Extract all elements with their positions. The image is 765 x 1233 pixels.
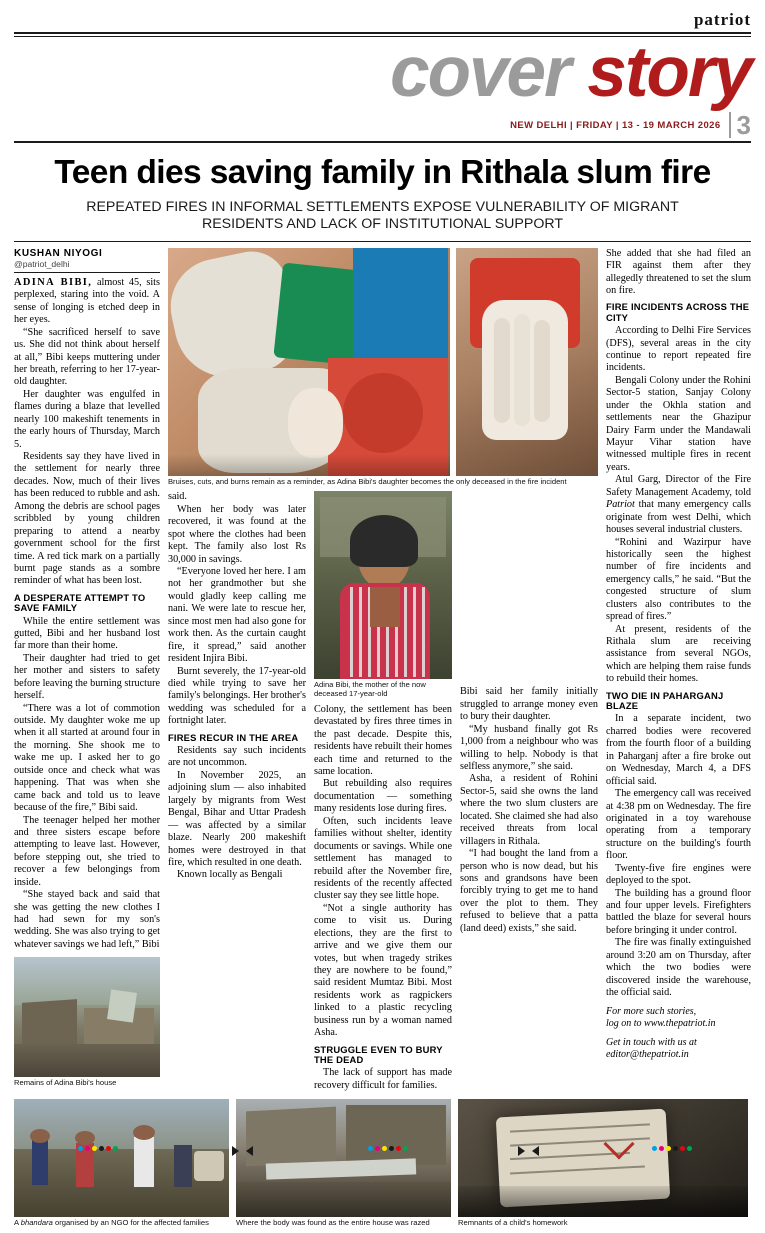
caption-pre: A bbox=[14, 1218, 21, 1228]
more-stories-note bbox=[606, 1006, 751, 1031]
paragraph: “Not a single authority has come to visit us. During elections, they are the first to arrive and we give them our votes, but when tragedy strikes they are nowhere to be found,” said resident Mumtaz Bibi. Most residents work as ragpickers linked to a plastic recycling business run by a woman named Asha. bbox=[313, 902, 452, 1039]
paragraph: The emergency call was received at 4:38 pm on Wednesday. The fire originated in a toy warehouse operating from a temporary structure on the building's fourth floor. bbox=[605, 788, 751, 862]
contact-line1: Get in touch with us at bbox=[605, 1036, 697, 1048]
paragraph: When her body was later recovered, it was found at the spot where the clothes had been kept. The family also lost Rs 30,000 in savings. bbox=[167, 503, 306, 565]
paragraph: In November 2025, an adjoining slum — also inhabited largely by migrants from West Bengal, Bihar and Uttar Pradesh — was affected by a similar blaze. Nearly 200 makeshift homes were destroyed in that fire, which resulted in one death. bbox=[167, 769, 306, 868]
regmark-triangle-3 bbox=[518, 1146, 525, 1156]
column-4 bbox=[460, 491, 598, 1092]
paragraph: “I had bought the land from a person who is now dead, but his sons and grandsons have been forcibly trying to get me to hand over the plot to them. They refused to believe that a patta (land deed) exists,” she said. bbox=[459, 848, 598, 934]
paragraph: “She sacrificed herself to save us. She did not think about herself at all,” Bibi keeps muttering under her breath, referring to her 17-year-old daughter. bbox=[14, 326, 160, 388]
paragraph-text-a: Atul Garg, Director of the Fire Safety Management Academy, told bbox=[605, 474, 751, 498]
paragraph: Bibi said her family initially struggled to arrange money even to bury their daughter. bbox=[459, 686, 598, 723]
section-title-word1: cover bbox=[390, 33, 570, 112]
paragraph: “Everyone loved her here. I am not her grandmother but she would gladly keep calling me nani. We were late to rescue her, since most men had also gone for work then. As the curtain caught fire, it spread,” said another resident Injira Bibi. bbox=[167, 566, 306, 665]
paragraph: In a separate incident, two charred bodies were recovered from the fourth floor of a building in Paharganj after a fire broke out on Wednesday, March 4, a DFS official said. bbox=[605, 713, 751, 787]
paragraph: Their daughter had tried to get her mother and sisters to safety before leaving the burning structure herself. bbox=[14, 652, 160, 702]
photo-child-homework bbox=[458, 1099, 748, 1217]
paragraph bbox=[606, 474, 751, 536]
paragraph: Her daughter was engulfed in flames during a blaze that levelled nearly 100 makeshift tenements in the early hours of Thursday, March 5. bbox=[14, 388, 160, 450]
section-subheading: TWO DIE IN PAHARGANJ BLAZE bbox=[605, 689, 724, 712]
section-subheading: FIRES RECUR IN THE AREA bbox=[167, 731, 299, 743]
photo-bandaged-hand bbox=[456, 248, 598, 476]
caption-italic: bhandara bbox=[20, 1218, 53, 1228]
publication-italic: Patriot bbox=[605, 499, 635, 511]
photo-adina-bibi-portrait bbox=[314, 491, 452, 679]
paragraph: Burnt severely, the 17-year-old died while trying to save her family's belongings. Her brother's wedding was scheduled for a fortnight later. bbox=[167, 665, 306, 727]
photo-caption: Where the body was found as the entire house was razed bbox=[236, 1218, 430, 1228]
more-stories-line2: log on to www.thepatriot.in bbox=[605, 1018, 716, 1030]
paragraph: “She stayed back and said that she was getting the new clothes I had had sewn for my son's wedding. She was also trying to get whatever savings we had left,” Bibi bbox=[14, 889, 160, 950]
paragraph: Asha, a resident of Rohini Sector-5, said she owns the land where the two slum clusters are located. She claimed she had also received threats from local villagers in Rithala. bbox=[459, 773, 598, 847]
article-columns bbox=[14, 248, 751, 1093]
paragraph: While the entire settlement was gutted, Bibi and her husband lost far more than their home. bbox=[14, 615, 160, 652]
paragraph: The fire was finally extinguished around 3:20 am on Thursday, after which the two bodies were discovered inside the warehouse, the official said. bbox=[605, 937, 751, 999]
dateline-row bbox=[14, 110, 751, 141]
registration-marks bbox=[0, 1144, 765, 1158]
article-headline: Teen dies saving family in Rithala slum fire bbox=[54, 154, 711, 192]
headline-rule bbox=[14, 241, 751, 242]
column-3 bbox=[314, 491, 452, 1092]
photo-body-location bbox=[236, 1099, 451, 1217]
paragraph: The building has a ground floor and four upper levels. Firefighters battled the blaze for several hours before bringing it under control. bbox=[605, 887, 751, 936]
contact-note bbox=[606, 1037, 751, 1062]
paragraph: said. bbox=[167, 491, 187, 503]
lead-in: ADINA BIBI, bbox=[14, 276, 93, 288]
paragraph: “Rohini and Wazirpur have historically seen the highest number of fire incidents and emergency calls,” he said. “But the congested structure of slum clusters also contributes to the spread of fires.” bbox=[605, 536, 751, 623]
regmark-triangle-2 bbox=[246, 1146, 253, 1156]
article-subhead: REPEATED FIRES IN INFORMAL SETTLEMENTS EXPOSE VULNERABILITY OF MIGRANT RESIDENTS AND LACK OF INSTITUTIONAL SUPPORT bbox=[86, 198, 679, 232]
photo-injured-child bbox=[168, 248, 450, 476]
section-subheading: FIRE INCIDENTS ACROSS THE CITY bbox=[605, 301, 750, 323]
column-2 bbox=[168, 491, 306, 1092]
dateline: NEW DELHI | FRIDAY | 13 - 19 MARCH 2026 bbox=[510, 119, 721, 131]
contact-line2: editor@thepatriot.in bbox=[605, 1049, 689, 1061]
photo-caption: Adina Bibi, the mother of the now deceased 17-year-old bbox=[313, 680, 426, 699]
paragraph: According to Delhi Fire Services (DFS), several areas in the city continue to report repeated fire incidents. bbox=[605, 325, 751, 374]
photo-bhandara bbox=[14, 1099, 229, 1217]
column-5 bbox=[606, 248, 751, 1093]
photo-caption bbox=[14, 1219, 229, 1228]
section-title-word2: story bbox=[587, 33, 751, 112]
bottom-photo-strip bbox=[14, 1099, 751, 1233]
more-stories-line1: For more such stories, bbox=[605, 1005, 697, 1017]
photo-caption: Remnants of a child's homework bbox=[458, 1218, 568, 1228]
page-number: 3 bbox=[729, 112, 751, 138]
paragraph: Often, such incidents leave families without shelter, identity documents or savings. While one settlement has managed to rebuild after the November fire, residents of the recently affected cluster say they see little hope. bbox=[313, 815, 452, 902]
byline-rule bbox=[14, 272, 160, 273]
publication-logo bbox=[694, 10, 751, 30]
photo-caption: Bruises, cuts, and burns remain as a reminder, as Adina Bibi's daughter becomes the only deceased in the fire incident bbox=[167, 476, 567, 486]
mid-columns bbox=[168, 491, 598, 1092]
section-subheading: STRUGGLE EVEN TO BURY THE DEAD bbox=[313, 1043, 443, 1065]
column-1 bbox=[14, 248, 160, 1093]
paragraph bbox=[14, 277, 160, 327]
paragraph: But rebuilding also requires documentation — something many residents lose during fires. bbox=[313, 778, 452, 815]
byline-author: KUSHAN NIYOGI bbox=[14, 247, 103, 259]
byline-handle: @patriot_delhi bbox=[14, 258, 70, 269]
paragraph: The lack of support has made recovery difficult for families. bbox=[313, 1067, 452, 1091]
dateline-rule bbox=[14, 141, 751, 143]
paragraph: “There was a lot of commotion outside. My daughter woke me up when it all started at around four in the morning. She shook me to wake me up. I asked her to go outside once and check what was happening. That was when she came back and told us to leave because of the fire,” Bibi said. bbox=[14, 702, 160, 814]
section-subheading: A DESPERATE ATTEMPT TO SAVE FAMILY bbox=[14, 591, 146, 614]
paragraph-text-b: that many emergency calls originate from west Delhi, which houses several industrial clusters. bbox=[605, 499, 751, 536]
brand-text: patriot bbox=[693, 10, 751, 29]
caption-post: organised by an NGO for the affected families bbox=[52, 1218, 209, 1228]
paragraph: “My husband finally got Rs 1,000 from a neighbour who was willing to help. Nobody is that selfless anymore,” she said. bbox=[459, 723, 598, 773]
masthead bbox=[14, 10, 751, 32]
column-middle-block bbox=[168, 248, 598, 1093]
regmark-triangle-1 bbox=[232, 1146, 239, 1156]
regmark-dots-1 bbox=[78, 1146, 118, 1151]
section-title bbox=[14, 33, 751, 112]
regmark-triangle-4 bbox=[532, 1146, 539, 1156]
paragraph: Colony, the settlement has been devastated by fires three times in the past decade. Despite this, residents have rebuilt their homes each time and returned to the same location. bbox=[313, 703, 452, 778]
paragraph: Twenty-five fire engines were deployed to the spot. bbox=[605, 862, 751, 887]
photo-remains-of-house bbox=[14, 957, 160, 1077]
paragraph: At present, residents of the Rithala slum are receiving assistance from several NGOs, which are helping them raise funds to rebuild their homes. bbox=[605, 623, 751, 685]
paragraph-text: almost 45, sits perplexed, staring into the void. A sense of longing is etched deep in her eyes. bbox=[14, 276, 160, 326]
regmark-dots-3 bbox=[652, 1146, 692, 1151]
paragraph: Residents say such incidents are not uncommon. bbox=[167, 745, 306, 769]
paragraph: The teenager helped her mother and three sisters escape before attempting to leave last. However, before stepping out, she tried to recover a few belongings from inside. bbox=[14, 814, 160, 888]
photo-caption: Remains of Adina Bibi's house bbox=[14, 1078, 117, 1088]
paragraph: Bengali Colony under the Rohini Sector-5 station, Sanjay Colony under the Okhla station and settlements near the Ghazipur Dairy Farm under the Mandawali Mayur Vihar station have witnessed multiple fires in recent years. bbox=[605, 374, 751, 473]
paragraph: Residents say they have lived in the settlement for nearly three decades. Now, much of their lives has been reduced to rubble and ash. Among the debris are school pages scribbled by young children preparing to attend a nearby government school for the first time. A red tick mark on a partially burnt page stands as a sombre reminder of what has been lost. bbox=[14, 451, 160, 587]
regmark-dots-2 bbox=[368, 1146, 408, 1151]
paragraph: Known locally as Bengali bbox=[176, 869, 283, 881]
section-title-row bbox=[14, 33, 751, 112]
paragraph: She added that she had filed an FIR against them after they allegedly threatened to set the slum on fire. bbox=[605, 247, 751, 296]
